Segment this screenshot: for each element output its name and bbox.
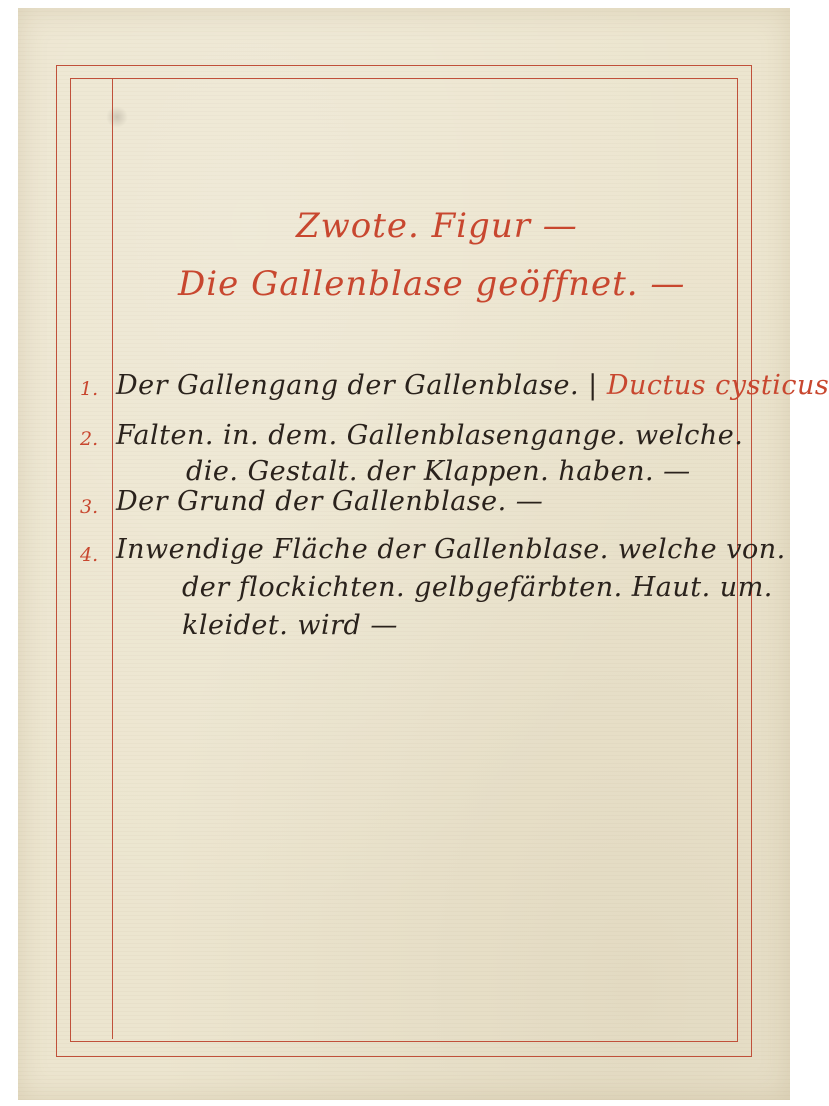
item-text-line: Falten. in. dem. Gallenblasengange. welche. (116, 420, 744, 451)
figure-title: Zwote. Figur — (296, 206, 578, 246)
item-number: 4. (80, 544, 99, 566)
item-text-line: Der Grund der Gallenblase. — (116, 486, 544, 517)
figure-subtitle: Die Gallenblase geöffnet. — (178, 264, 686, 304)
item-number: 2. (80, 428, 99, 450)
ink-stain (106, 106, 128, 128)
item-number: 1. (80, 378, 99, 400)
item-number: 3. (80, 496, 99, 518)
item-text: Der Gallengang der Gallenblase. (116, 370, 580, 401)
item-text-line: die. Gestalt. der Klappen. haben. — (186, 456, 691, 487)
latin-term: Ductus cysticus (606, 370, 829, 401)
list-item (116, 370, 829, 401)
item-separator: | (579, 370, 607, 401)
item-text-line: der flockichten. gelbgefärbten. Haut. um. (182, 572, 773, 603)
margin-rule (112, 79, 113, 1039)
item-text-line: kleidet. wird — (182, 610, 398, 641)
manuscript-page (18, 8, 829, 1100)
item-text-line: Inwendige Fläche der Gallenblase. welche von. (116, 534, 786, 565)
